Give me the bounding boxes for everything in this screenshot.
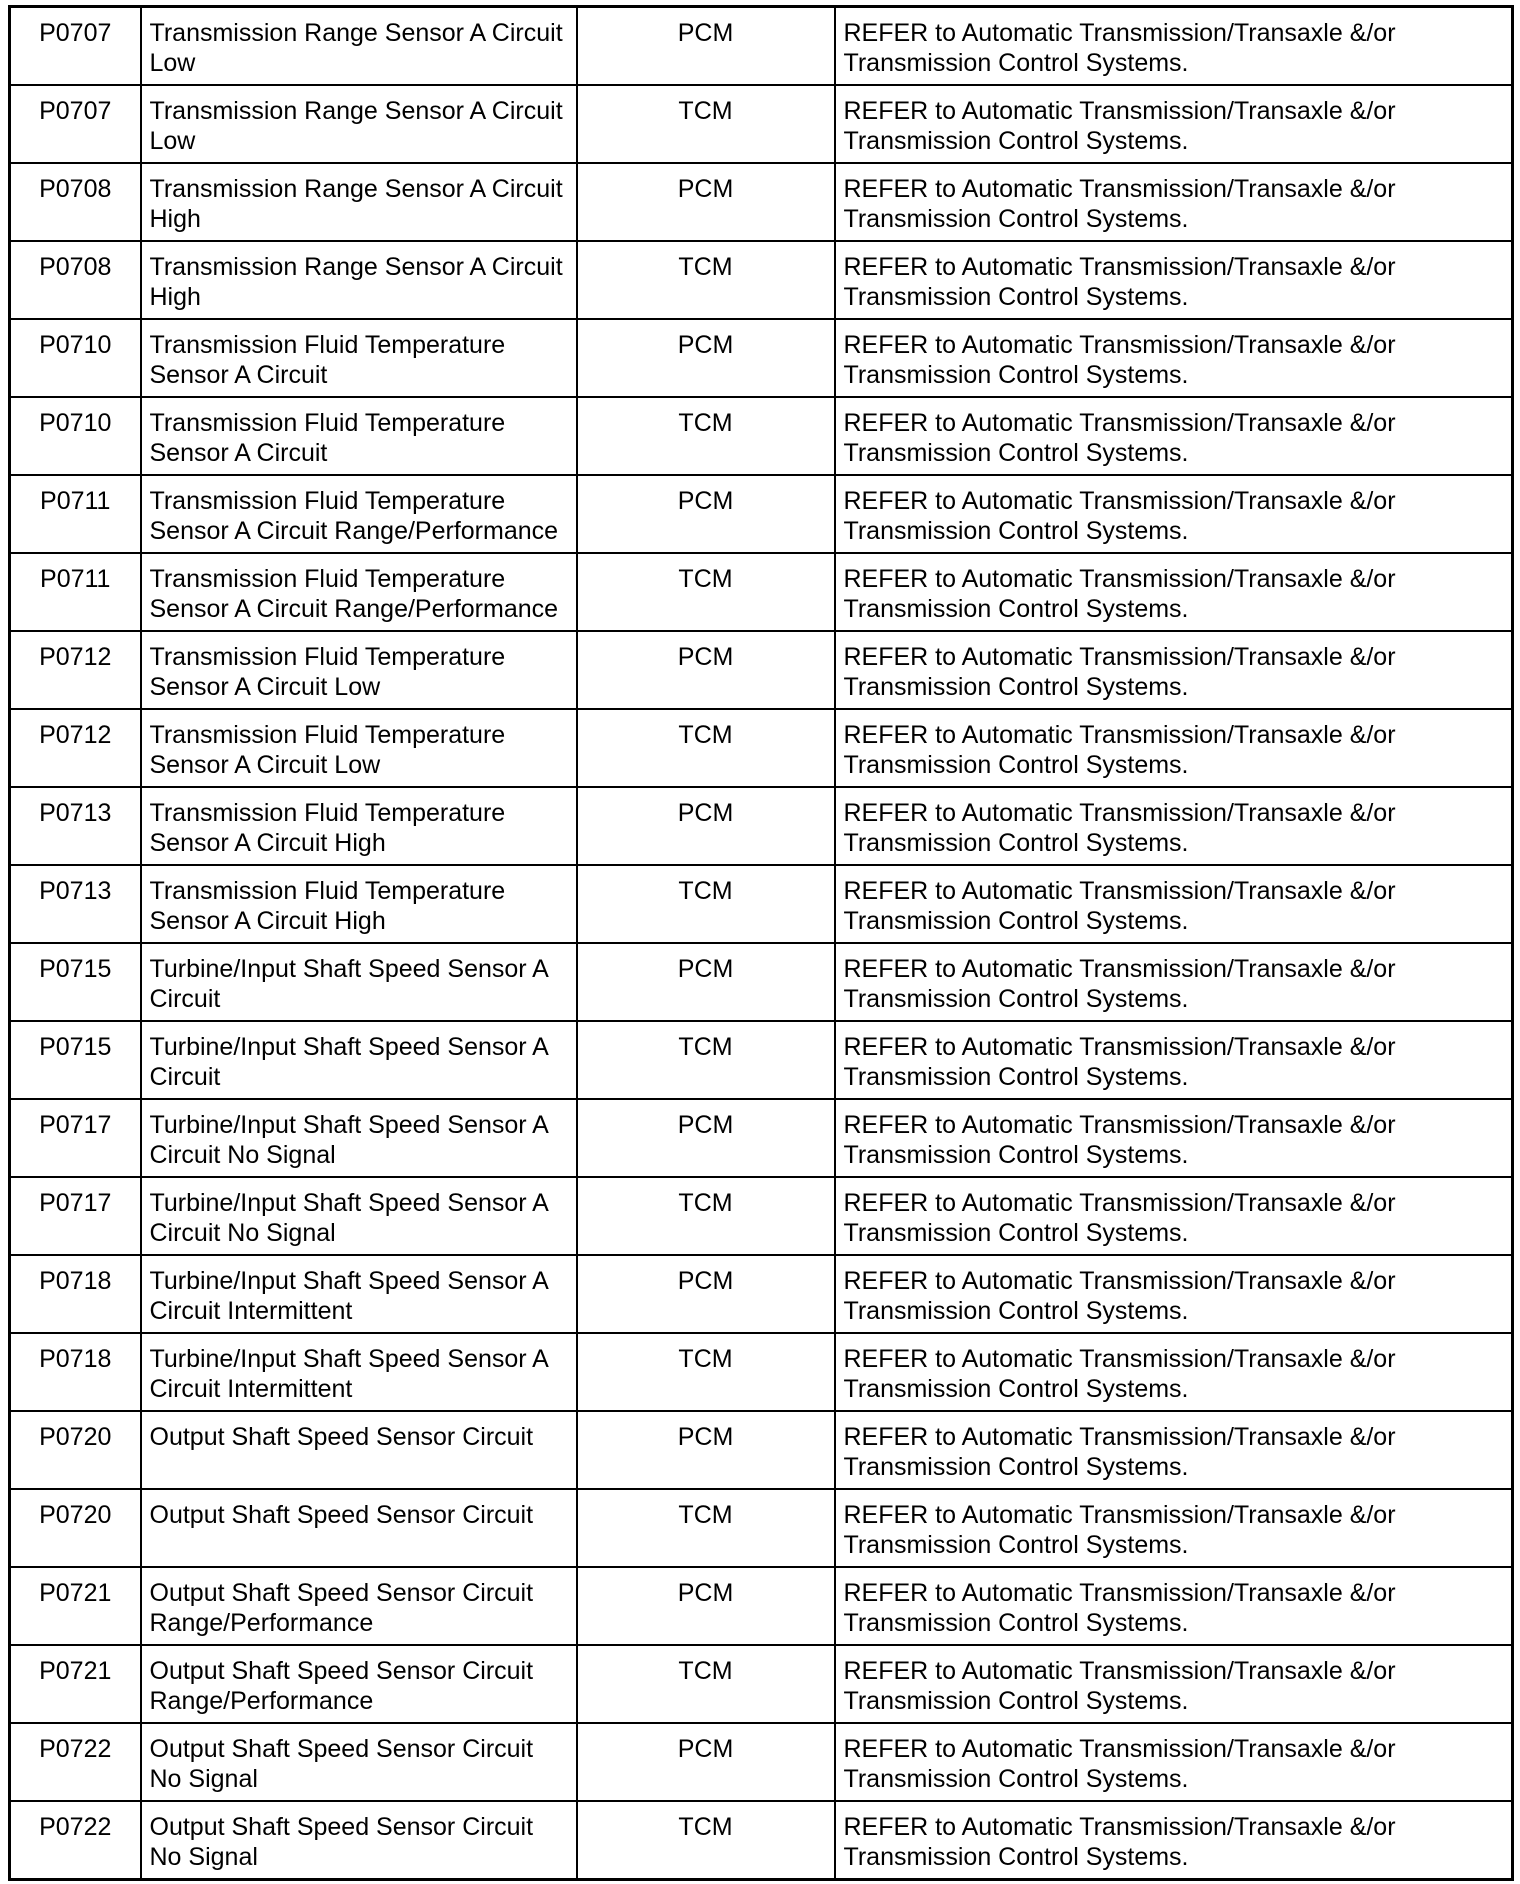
table-row [10,475,1513,553]
table-row [10,85,1513,163]
dtc-code-cell: P0715 [10,1021,141,1099]
dtc-description-cell: Output Shaft Speed Sensor Circuit [141,1411,577,1489]
dtc-description-cell: Output Shaft Speed Sensor Circuit Range/Performance [141,1567,577,1645]
action-cell: REFER to Automatic Transmission/Transaxle &/or Transmission Control Systems. [835,631,1513,709]
table-row [10,943,1513,1021]
action-cell: REFER to Automatic Transmission/Transaxle &/or Transmission Control Systems. [835,553,1513,631]
table-row [10,241,1513,319]
module-cell: TCM [577,1021,835,1099]
dtc-table [8,5,1514,1881]
action-cell: REFER to Automatic Transmission/Transaxle &/or Transmission Control Systems. [835,397,1513,475]
module-cell: PCM [577,319,835,397]
module-cell: PCM [577,1567,835,1645]
action-cell: REFER to Automatic Transmission/Transaxle &/or Transmission Control Systems. [835,85,1513,163]
table-row [10,1489,1513,1567]
module-cell: PCM [577,7,835,86]
dtc-code-cell: P0710 [10,319,141,397]
dtc-description-cell: Transmission Range Sensor A Circuit Low [141,85,577,163]
table-row [10,1099,1513,1177]
action-cell: REFER to Automatic Transmission/Transaxle &/or Transmission Control Systems. [835,475,1513,553]
module-cell: PCM [577,475,835,553]
table-row [10,1021,1513,1099]
action-cell: REFER to Automatic Transmission/Transaxle &/or Transmission Control Systems. [835,1801,1513,1880]
table-row [10,397,1513,475]
table-row [10,1801,1513,1880]
action-cell: REFER to Automatic Transmission/Transaxle &/or Transmission Control Systems. [835,1489,1513,1567]
dtc-description-cell: Transmission Fluid Temperature Sensor A Circuit High [141,865,577,943]
table-row [10,709,1513,787]
dtc-code-cell: P0711 [10,553,141,631]
dtc-code-cell: P0708 [10,241,141,319]
dtc-code-cell: P0715 [10,943,141,1021]
module-cell: TCM [577,1645,835,1723]
dtc-code-cell: P0710 [10,397,141,475]
action-cell: REFER to Automatic Transmission/Transaxle &/or Transmission Control Systems. [835,787,1513,865]
table-row [10,1645,1513,1723]
action-cell: REFER to Automatic Transmission/Transaxle &/or Transmission Control Systems. [835,1723,1513,1801]
module-cell: TCM [577,241,835,319]
dtc-description-cell: Transmission Fluid Temperature Sensor A Circuit Range/Performance [141,553,577,631]
dtc-code-cell: P0717 [10,1099,141,1177]
table-row [10,1723,1513,1801]
dtc-description-cell: Transmission Range Sensor A Circuit Low [141,7,577,86]
dtc-description-cell: Transmission Fluid Temperature Sensor A Circuit [141,319,577,397]
module-cell: PCM [577,1411,835,1489]
module-cell: PCM [577,1723,835,1801]
table-row [10,1567,1513,1645]
dtc-code-cell: P0720 [10,1411,141,1489]
module-cell: TCM [577,865,835,943]
dtc-code-cell: P0718 [10,1333,141,1411]
dtc-description-cell: Transmission Fluid Temperature Sensor A Circuit [141,397,577,475]
action-cell: REFER to Automatic Transmission/Transaxle &/or Transmission Control Systems. [835,1645,1513,1723]
dtc-code-cell: P0713 [10,787,141,865]
dtc-code-cell: P0712 [10,631,141,709]
dtc-description-cell: Turbine/Input Shaft Speed Sensor A Circuit No Signal [141,1099,577,1177]
table-row [10,7,1513,86]
action-cell: REFER to Automatic Transmission/Transaxle &/or Transmission Control Systems. [835,1177,1513,1255]
dtc-code-cell: P0707 [10,85,141,163]
dtc-description-cell: Turbine/Input Shaft Speed Sensor A Circuit [141,1021,577,1099]
module-cell: TCM [577,85,835,163]
dtc-code-cell: P0708 [10,163,141,241]
dtc-description-cell: Output Shaft Speed Sensor Circuit No Signal [141,1801,577,1880]
dtc-description-cell: Transmission Range Sensor A Circuit High [141,241,577,319]
module-cell: PCM [577,163,835,241]
module-cell: PCM [577,943,835,1021]
dtc-table-body [10,7,1513,1880]
module-cell: TCM [577,1177,835,1255]
dtc-code-cell: P0718 [10,1255,141,1333]
table-row [10,319,1513,397]
action-cell: REFER to Automatic Transmission/Transaxle &/or Transmission Control Systems. [835,1333,1513,1411]
module-cell: TCM [577,553,835,631]
dtc-description-cell: Output Shaft Speed Sensor Circuit Range/Performance [141,1645,577,1723]
dtc-description-cell: Output Shaft Speed Sensor Circuit No Signal [141,1723,577,1801]
dtc-code-cell: P0707 [10,7,141,86]
action-cell: REFER to Automatic Transmission/Transaxle &/or Transmission Control Systems. [835,7,1513,86]
table-row [10,163,1513,241]
action-cell: REFER to Automatic Transmission/Transaxle &/or Transmission Control Systems. [835,709,1513,787]
table-row [10,1411,1513,1489]
dtc-code-cell: P0713 [10,865,141,943]
action-cell: REFER to Automatic Transmission/Transaxle &/or Transmission Control Systems. [835,319,1513,397]
action-cell: REFER to Automatic Transmission/Transaxle &/or Transmission Control Systems. [835,1255,1513,1333]
table-row [10,1255,1513,1333]
dtc-code-cell: P0722 [10,1723,141,1801]
table-row [10,631,1513,709]
dtc-code-cell: P0712 [10,709,141,787]
table-row [10,865,1513,943]
action-cell: REFER to Automatic Transmission/Transaxle &/or Transmission Control Systems. [835,943,1513,1021]
dtc-code-cell: P0720 [10,1489,141,1567]
table-row [10,1177,1513,1255]
dtc-description-cell: Turbine/Input Shaft Speed Sensor A Circuit Intermittent [141,1333,577,1411]
module-cell: TCM [577,709,835,787]
module-cell: PCM [577,631,835,709]
action-cell: REFER to Automatic Transmission/Transaxle &/or Transmission Control Systems. [835,1567,1513,1645]
module-cell: TCM [577,1333,835,1411]
table-row [10,553,1513,631]
action-cell: REFER to Automatic Transmission/Transaxle &/or Transmission Control Systems. [835,1021,1513,1099]
module-cell: PCM [577,1099,835,1177]
dtc-description-cell: Turbine/Input Shaft Speed Sensor A Circuit No Signal [141,1177,577,1255]
table-row [10,1333,1513,1411]
dtc-description-cell: Turbine/Input Shaft Speed Sensor A Circuit [141,943,577,1021]
dtc-code-cell: P0722 [10,1801,141,1880]
module-cell: TCM [577,1801,835,1880]
dtc-code-cell: P0711 [10,475,141,553]
action-cell: REFER to Automatic Transmission/Transaxle &/or Transmission Control Systems. [835,1411,1513,1489]
dtc-description-cell: Output Shaft Speed Sensor Circuit [141,1489,577,1567]
dtc-description-cell: Transmission Fluid Temperature Sensor A Circuit Range/Performance [141,475,577,553]
dtc-code-cell: P0721 [10,1645,141,1723]
module-cell: PCM [577,787,835,865]
dtc-description-cell: Transmission Fluid Temperature Sensor A Circuit Low [141,631,577,709]
action-cell: REFER to Automatic Transmission/Transaxle &/or Transmission Control Systems. [835,241,1513,319]
action-cell: REFER to Automatic Transmission/Transaxle &/or Transmission Control Systems. [835,865,1513,943]
dtc-description-cell: Transmission Fluid Temperature Sensor A Circuit High [141,787,577,865]
dtc-code-cell: P0717 [10,1177,141,1255]
action-cell: REFER to Automatic Transmission/Transaxle &/or Transmission Control Systems. [835,1099,1513,1177]
module-cell: TCM [577,1489,835,1567]
table-row [10,787,1513,865]
module-cell: TCM [577,397,835,475]
dtc-code-cell: P0721 [10,1567,141,1645]
dtc-description-cell: Turbine/Input Shaft Speed Sensor A Circuit Intermittent [141,1255,577,1333]
dtc-description-cell: Transmission Range Sensor A Circuit High [141,163,577,241]
dtc-description-cell: Transmission Fluid Temperature Sensor A Circuit Low [141,709,577,787]
module-cell: PCM [577,1255,835,1333]
action-cell: REFER to Automatic Transmission/Transaxle &/or Transmission Control Systems. [835,163,1513,241]
